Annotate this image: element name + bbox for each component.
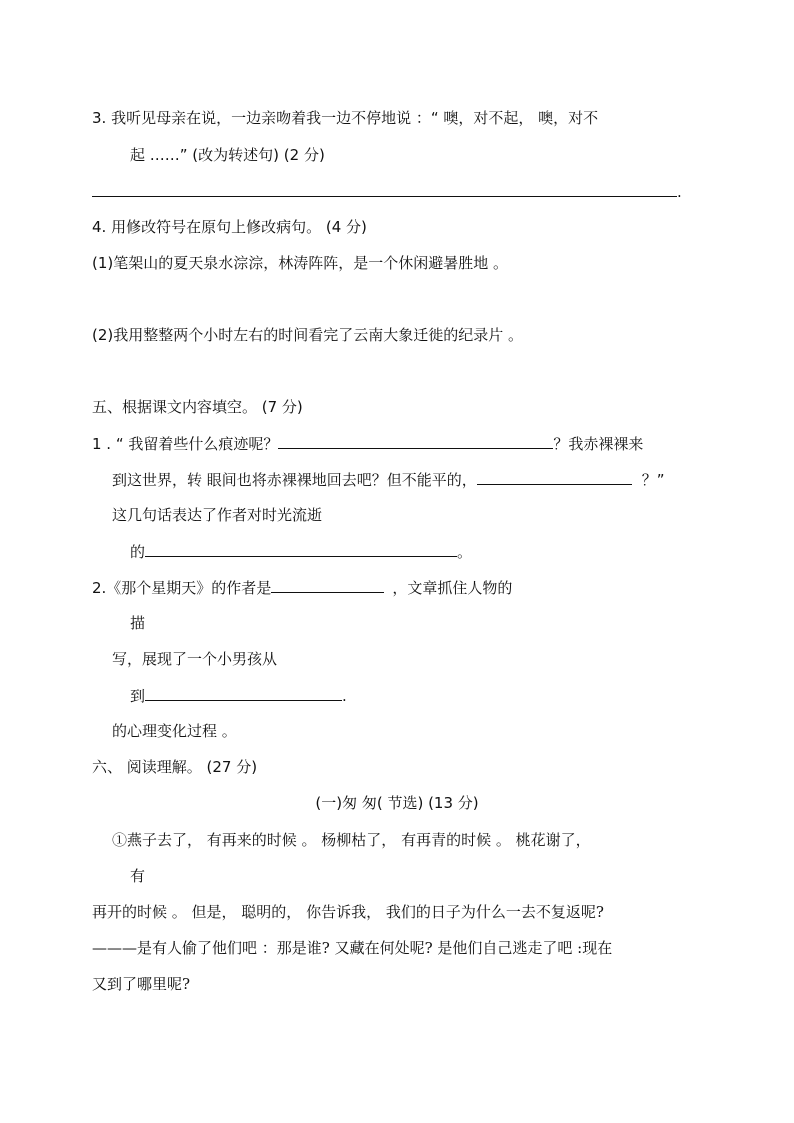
sec5-q2-line5: 的心理变化过程 。: [112, 722, 237, 740]
passage-title: (一)匆 匆( 节选) (13 分): [315, 794, 479, 812]
sec5-q1-text-c: 到这世界，转 眼间也将赤裸裸地回去吧？但不能平的，: [112, 471, 477, 489]
q4-sentence-1: (1)笔架山的夏天泉水淙淙，林涛阵阵，是一个休闲避暑胜地 。: [92, 254, 509, 272]
sec5-q2-text-a: 2.《那个星期天》的作者是: [92, 579, 272, 597]
passage-line-5: 又到了哪里呢?: [92, 975, 191, 993]
sec5-q2-blank-author[interactable]: [271, 577, 384, 593]
sec5-q2-text-e: 到: [130, 687, 146, 705]
passage-line-4: ———是有人偷了他们吧 ：那是谁? 又藏在何处呢? 是他们自己逃走了吧 :现在: [92, 939, 613, 957]
q4-line1: 4. 用修改符号在原句上修改病句。 (4 分): [92, 218, 367, 236]
sec5-q2-line1: [92, 577, 512, 598]
q4-sentence-2: (2)我用整整两个小时左右的时间看完了云南大象迁徙的纪录片 。: [92, 326, 524, 344]
sec5-q2-line3: 写，展现了一个小男孩从: [112, 650, 278, 668]
sec5-q1-blank-2[interactable]: [477, 469, 632, 485]
sec5-q1-blank-1[interactable]: [278, 433, 553, 449]
q3-answer-blank[interactable]: [92, 181, 677, 197]
passage-para-1: ①燕子去了， 有再来的时候 。 杨柳枯了， 有再青的时候 。 桃花谢了，: [112, 831, 591, 849]
q3-line1: 3. 我听见母亲在说，一边亲吻着我一边不停地说 ：“ 噢，对不起， 噢，对不: [92, 109, 599, 127]
sec5-q1-blank-3[interactable]: [145, 541, 457, 557]
q3-answer-end: .: [677, 183, 682, 201]
sec5-q1-text-g: 。: [457, 543, 473, 561]
sec5-q1-text-a: 1 . “ 我留着些什么痕迹呢？: [92, 435, 279, 453]
sec5-q2-blank-change[interactable]: [145, 685, 342, 701]
sec5-q2-text-f: .: [342, 687, 347, 705]
sec5-q1-text-f: 的: [130, 543, 146, 561]
q3-line2: 起 ……” (改为转述句) (2 分): [130, 146, 325, 164]
sec5-q1-line3: 这几句话表达了作者对时光流逝: [112, 506, 323, 524]
sec5-q1-line4: [130, 541, 472, 562]
passage-line-3: 再开的时候 。 但是， 聪明的， 你告诉我， 我们的日子为什么一去不复返呢?: [92, 903, 604, 921]
passage-para-1-cont: 有: [130, 867, 146, 885]
section-6-title: 六、 阅读理解。 (27 分): [92, 758, 258, 776]
sec5-q1-text-b: ？我赤裸裸来: [553, 435, 644, 453]
sec5-q2-line4: [130, 685, 347, 706]
sec5-q2-text-b: ，文章抓住人物的: [392, 579, 513, 597]
sec5-q1-line1: [92, 433, 643, 454]
q3-answer-row: [92, 181, 682, 202]
sec5-q1-line2: [112, 469, 665, 490]
sec5-q2-line2: 描: [130, 614, 146, 632]
section-5-title: 五、根据课文内容填空。 (7 分): [92, 398, 303, 416]
sec5-q1-text-d: ？”: [641, 471, 665, 489]
